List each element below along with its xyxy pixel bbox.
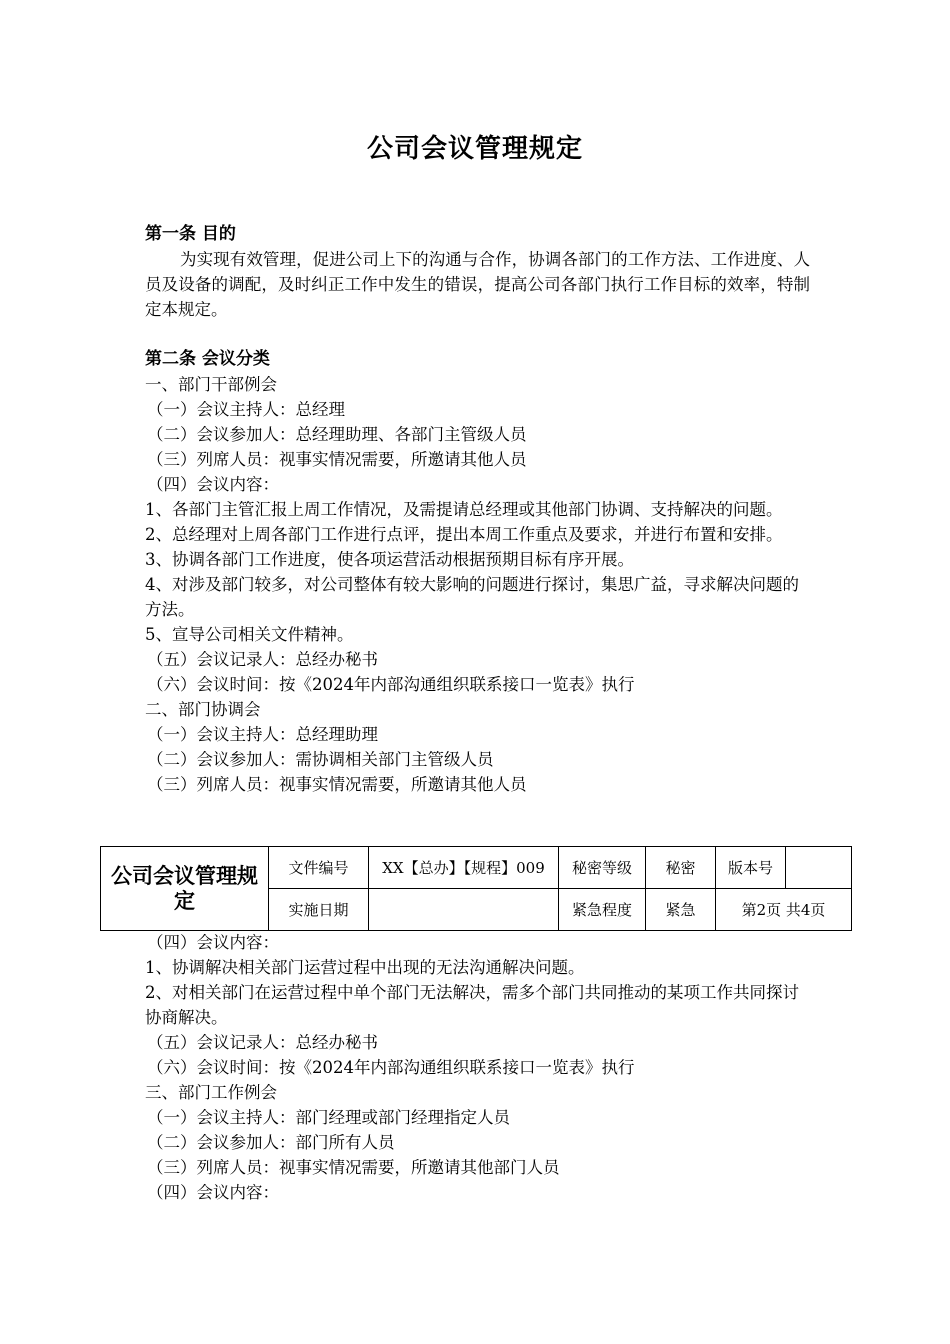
urgency-label: 紧急程度 <box>559 889 646 931</box>
section-2-attendees: （三）列席人员：视事实情况需要，所邀请其他人员 <box>147 775 527 794</box>
section-3-attendees: （三）列席人员：视事实情况需要，所邀请其他部门人员 <box>147 1158 560 1177</box>
section-2-time: （六）会议时间：按《2024年内部沟通组织联系接口一览表》执行 <box>147 1058 635 1077</box>
secret-level-label: 秘密等级 <box>559 847 646 889</box>
section-3-host: （一）会议主持人：部门经理或部门经理指定人员 <box>147 1108 510 1127</box>
secret-level-value: 秘密 <box>646 847 716 889</box>
section-2-title: 二、部门协调会 <box>145 700 261 719</box>
page-title: 公司会议管理规定 <box>366 134 583 164</box>
section-1-item: 2、总经理对上周各部门工作进行点评，提出本周工作重点及要求，并进行布置和安排。 <box>145 525 783 544</box>
section-3-title: 三、部门工作例会 <box>145 1083 277 1102</box>
version-value <box>786 847 852 889</box>
file-number-value: XX【总办】【规程】009 <box>369 847 559 889</box>
section-1-time: （六）会议时间：按《2024年内部沟通组织联系接口一览表》执行 <box>147 675 635 694</box>
file-number-label: 文件编号 <box>269 847 369 889</box>
section-2-item: 1、协调解决相关部门运营过程中出现的无法沟通解决问题。 <box>145 958 585 977</box>
section-1-content-label: （四）会议内容： <box>147 475 279 494</box>
section-2-content-label: （四）会议内容： <box>147 933 279 952</box>
section-3-content-label: （四）会议内容： <box>147 1183 279 1202</box>
article-1-paragraph: 为实现有效管理，促进公司上下的沟通与合作，协调各部门的工作方法、工作进度、人员及设备的调配，及时纠正工作中发生的错误，提高公司各部门执行工作目标的效率，特制定本规定。 <box>145 250 810 319</box>
section-1-participants: （二）会议参加人：总经理助理、各部门主管级人员 <box>147 425 527 444</box>
version-label: 版本号 <box>716 847 786 889</box>
section-1-item: 3、协调各部门工作进度，使各项运营活动根据预期目标有序开展。 <box>145 550 634 569</box>
section-1-title: 一、部门干部例会 <box>145 375 277 394</box>
section-2-participants: （二）会议参加人：需协调相关部门主管级人员 <box>147 750 494 769</box>
urgency-value: 紧急 <box>646 889 716 931</box>
article-1-heading: 第一条 目的 <box>145 224 236 244</box>
page-info: 第2页 共4页 <box>716 889 852 931</box>
section-3-participants: （二）会议参加人：部门所有人员 <box>147 1133 395 1152</box>
section-1-recorder: （五）会议记录人：总经办秘书 <box>147 650 378 669</box>
section-1-item: 1、各部门主管汇报上周工作情况，及需提请总经理或其他部门协调、支持解决的问题。 <box>145 500 783 519</box>
document-body-top <box>145 222 810 797</box>
document-body-bottom <box>145 930 810 1205</box>
document-info-table <box>100 846 852 931</box>
section-2-host: （一）会议主持人：总经理助理 <box>147 725 378 744</box>
section-1-host: （一）会议主持人：总经理 <box>147 400 345 419</box>
section-1-item: 4、对涉及部门较多，对公司整体有较大影响的问题进行探讨，集思广益，寻求解决问题的方法。 <box>145 575 799 619</box>
effective-date-value <box>369 889 559 931</box>
effective-date-label: 实施日期 <box>269 889 369 931</box>
section-2-recorder: （五）会议记录人：总经办秘书 <box>147 1033 378 1052</box>
section-2-item: 2、对相关部门在运营过程中单个部门无法解决，需多个部门共同推动的某项工作共同探讨协商解决。 <box>145 983 799 1027</box>
section-1-attendees: （三）列席人员：视事实情况需要，所邀请其他人员 <box>147 450 527 469</box>
section-1-item: 5、宣导公司相关文件精神。 <box>145 625 354 644</box>
article-2-heading: 第二条 会议分类 <box>145 349 270 369</box>
table-doc-name: 公司会议管理规定 <box>101 847 269 931</box>
